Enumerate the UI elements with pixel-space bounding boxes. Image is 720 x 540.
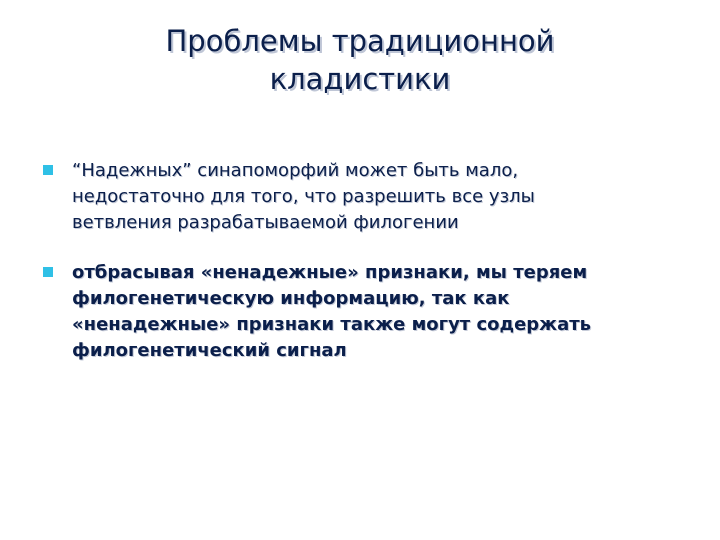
bullet-line: филогенетический сигнал <box>72 340 347 361</box>
title-line-2: кладистики <box>269 62 451 96</box>
bullet-line: отбрасывая «ненадежные» признаки, мы теряем <box>72 262 588 283</box>
slide-title <box>60 22 660 98</box>
bullet-line: ветвления разрабатываемой филогении <box>72 212 459 233</box>
bullet-text <box>72 260 670 364</box>
square-bullet-icon <box>43 267 53 277</box>
bullet-line: недостаточно для того, что разрешить все узлы <box>72 186 535 207</box>
bullet-line: «ненадежные» признаки также могут содержать <box>72 314 592 335</box>
bullet-item-1 <box>40 158 670 236</box>
bullet-line: филогенетическую информацию, так как <box>72 288 510 309</box>
title-line-1: Проблемы традиционной <box>165 24 555 58</box>
square-bullet-icon <box>43 165 53 175</box>
bullet-text <box>72 158 670 236</box>
bullet-line: “Надежных” синапоморфий может быть мало, <box>72 160 519 181</box>
bullet-list <box>40 158 670 364</box>
bullet-item-2 <box>40 260 670 364</box>
